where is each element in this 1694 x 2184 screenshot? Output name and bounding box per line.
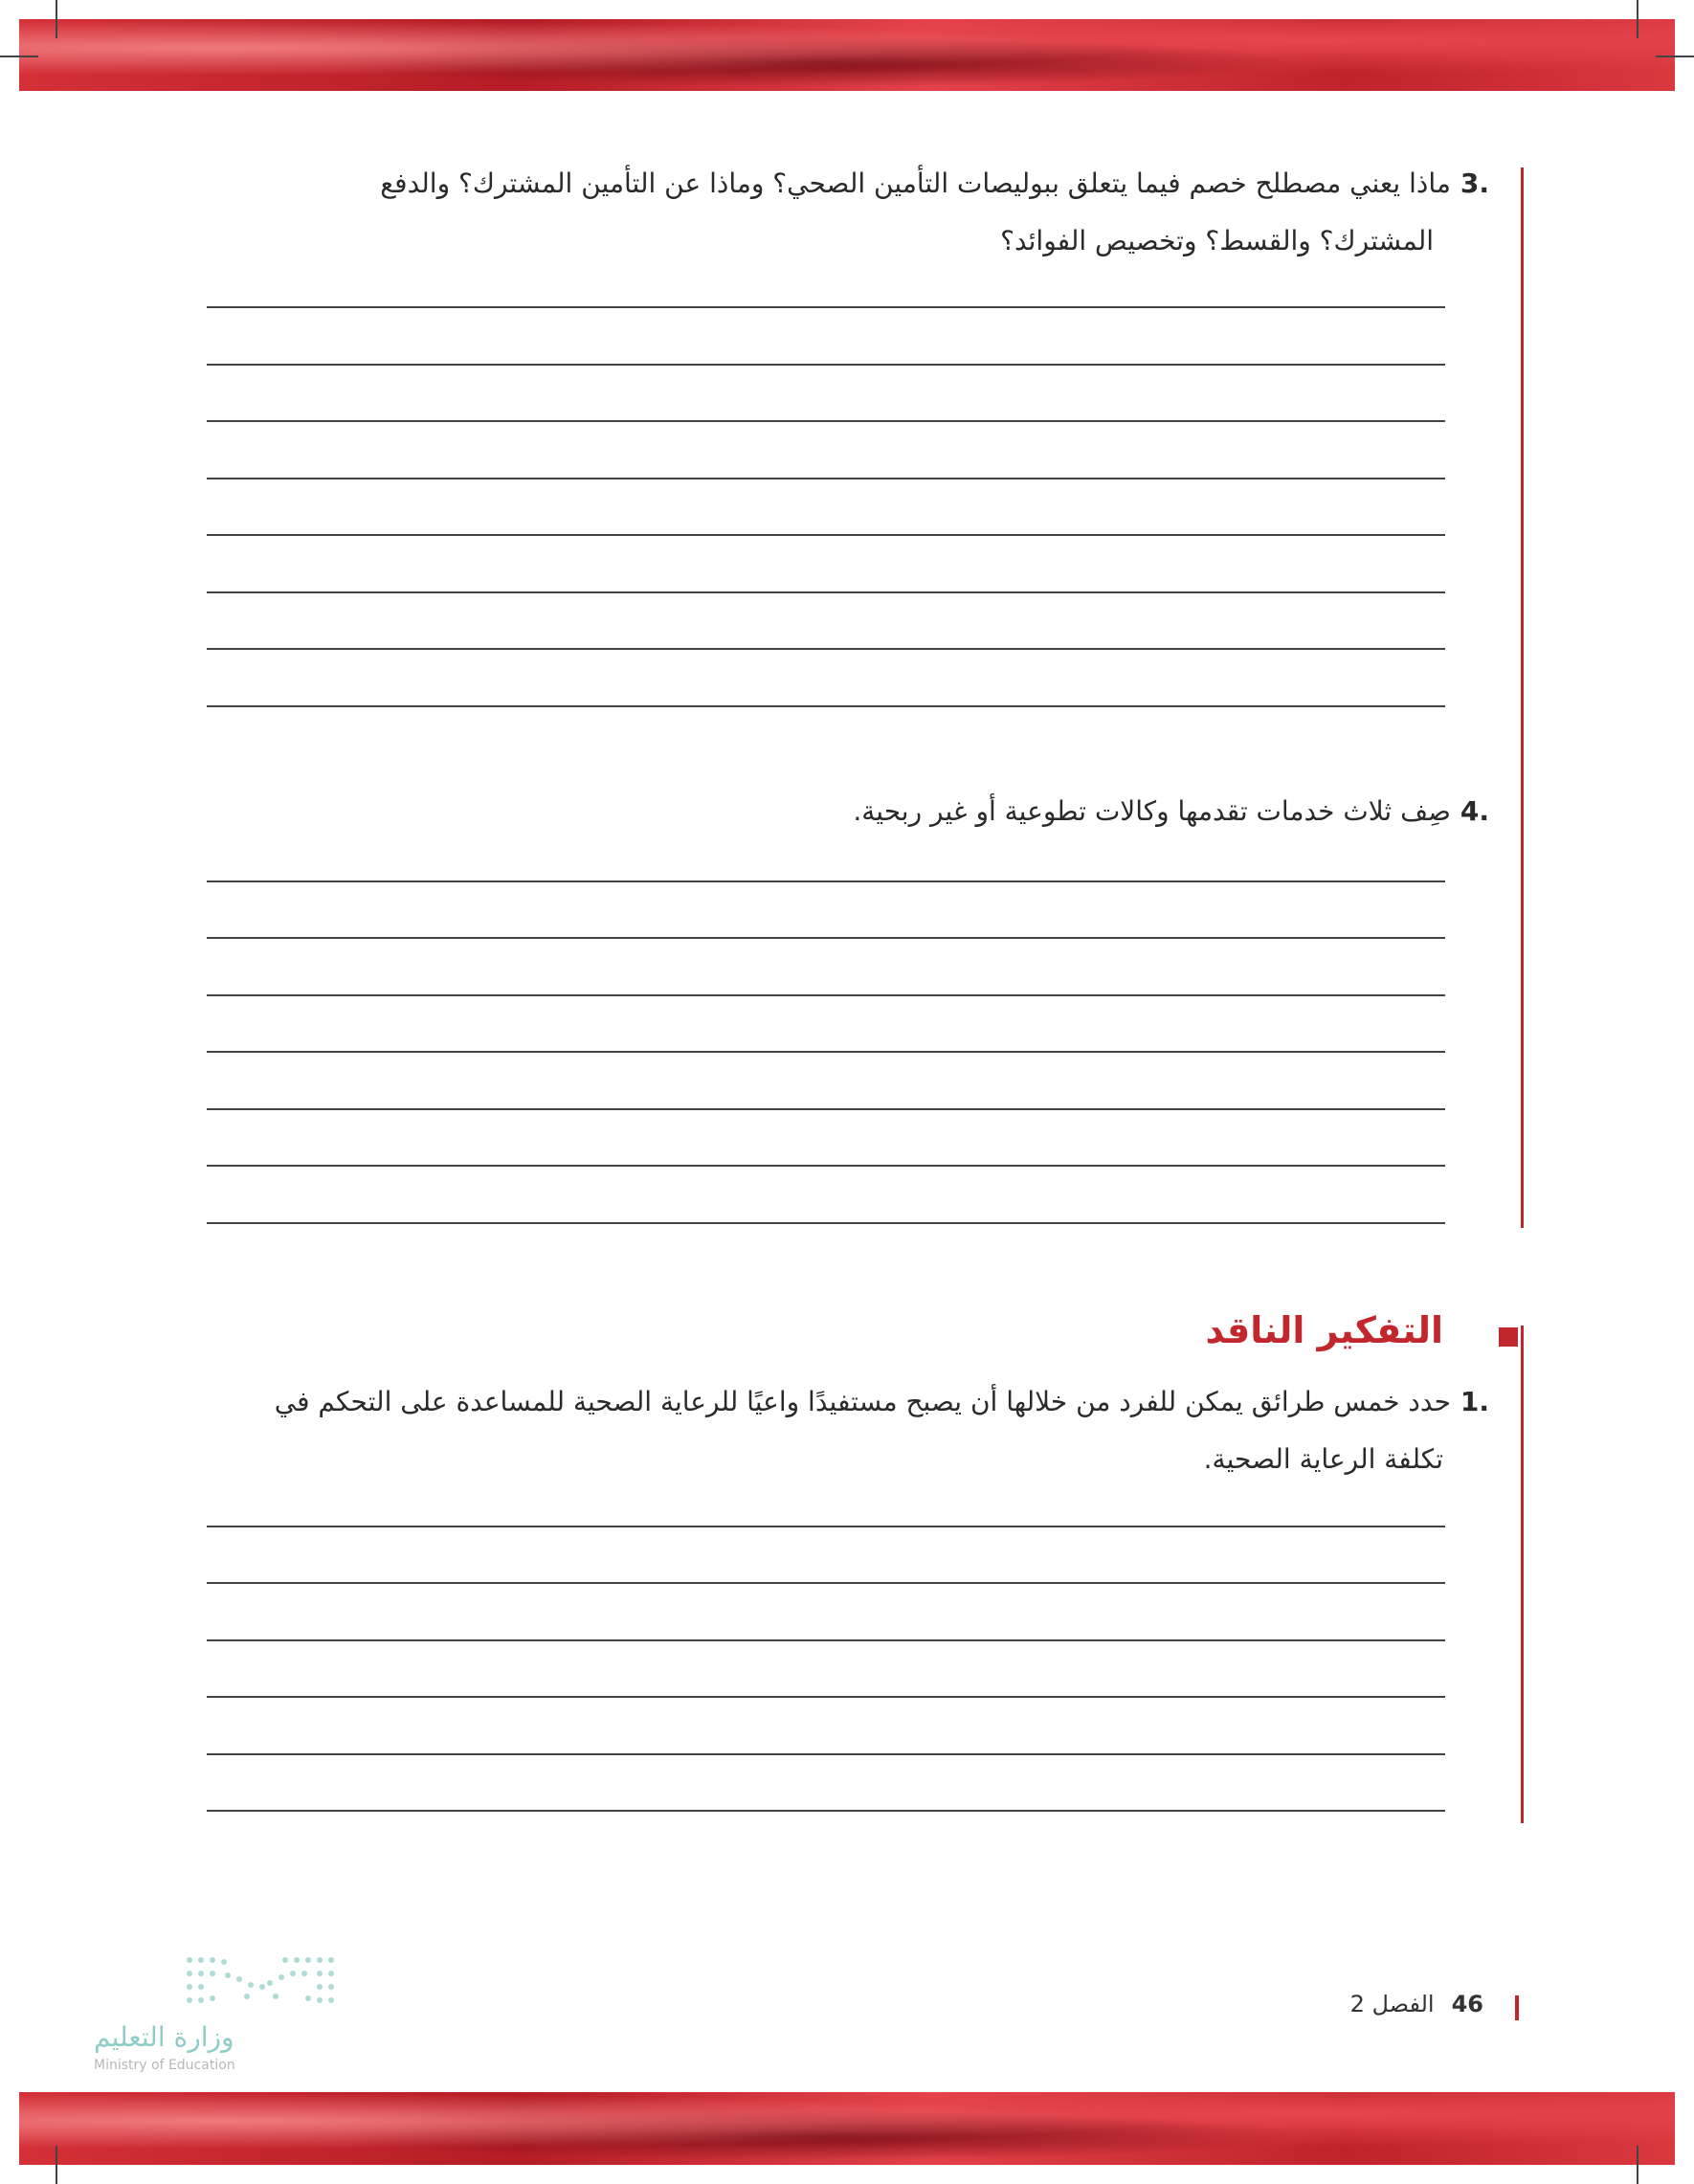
question-text: تكلفة الرعاية الصحية. xyxy=(1203,1443,1443,1475)
chapter-label: الفصل 2 xyxy=(1349,1991,1435,2017)
question-text: المشترك؟ والقسط؟ وتخصيص الفوائد؟ xyxy=(1000,225,1434,256)
ministry-logo-icon xyxy=(94,1950,358,2075)
answer-line[interactable] xyxy=(207,1108,1445,1110)
question-number: .4 xyxy=(1460,795,1489,827)
ministry-logo-text: وزارة التعليم xyxy=(94,2021,234,2053)
question-number: .1 xyxy=(1460,1386,1489,1417)
margin-bar xyxy=(1521,1326,1524,1823)
question-text: حدد خمس طرائق يمكن للفرد من خلالها أن يصبح مستفيدًا واعيًا للرعاية الصحية للمساعدة على التحكم في xyxy=(274,1386,1451,1417)
section-marker xyxy=(1499,1327,1518,1347)
crop-mark xyxy=(1637,0,1638,38)
answer-line[interactable] xyxy=(207,364,1445,366)
answer-line[interactable] xyxy=(207,1222,1445,1224)
page-number: 46 xyxy=(1451,1991,1483,2017)
answer-line[interactable] xyxy=(207,1810,1445,1812)
section-title: التفكير الناقد xyxy=(1205,1309,1443,1351)
answer-line[interactable] xyxy=(207,420,1445,422)
top-banner xyxy=(19,19,1675,91)
question-text: ماذا يعني مصطلح خصم فيما يتعلق ببوليصات التأمين الصحي؟ وماذا عن التأمين المشترك؟ والدفع xyxy=(380,167,1451,199)
question-text: صِف ثلاث خدمات تقدمها وكالات تطوعية أو غير ربحية. xyxy=(853,795,1451,827)
answer-line[interactable] xyxy=(207,705,1445,707)
footer-bar xyxy=(1515,1995,1519,2020)
answer-line[interactable] xyxy=(207,1582,1445,1584)
answer-line[interactable] xyxy=(207,1526,1445,1527)
crop-mark xyxy=(0,56,38,57)
crop-mark xyxy=(56,0,57,38)
answer-line[interactable] xyxy=(207,1696,1445,1698)
answer-line[interactable] xyxy=(207,1051,1445,1053)
answer-line[interactable] xyxy=(207,306,1445,308)
answer-line[interactable] xyxy=(207,1639,1445,1641)
answer-line[interactable] xyxy=(207,478,1445,479)
question-3 xyxy=(201,155,1489,270)
ministry-logo-subtext: Ministry of Education xyxy=(94,2058,235,2073)
answer-line[interactable] xyxy=(207,591,1445,593)
bottom-banner xyxy=(19,2092,1675,2165)
answer-line[interactable] xyxy=(207,994,1445,996)
crop-mark xyxy=(56,2146,57,2184)
question-number: .3 xyxy=(1460,167,1489,199)
answer-line[interactable] xyxy=(207,534,1445,536)
crop-mark xyxy=(1637,2146,1638,2184)
answer-line[interactable] xyxy=(207,1165,1445,1167)
critical-question-1 xyxy=(201,1373,1489,1488)
page-footer xyxy=(1350,1991,1483,2017)
answer-line[interactable] xyxy=(207,648,1445,650)
crop-mark xyxy=(1656,56,1694,57)
question-4 xyxy=(201,783,1489,840)
answer-line[interactable] xyxy=(207,880,1445,882)
answer-line[interactable] xyxy=(207,937,1445,939)
margin-bar xyxy=(1521,167,1524,1228)
answer-line[interactable] xyxy=(207,1753,1445,1755)
